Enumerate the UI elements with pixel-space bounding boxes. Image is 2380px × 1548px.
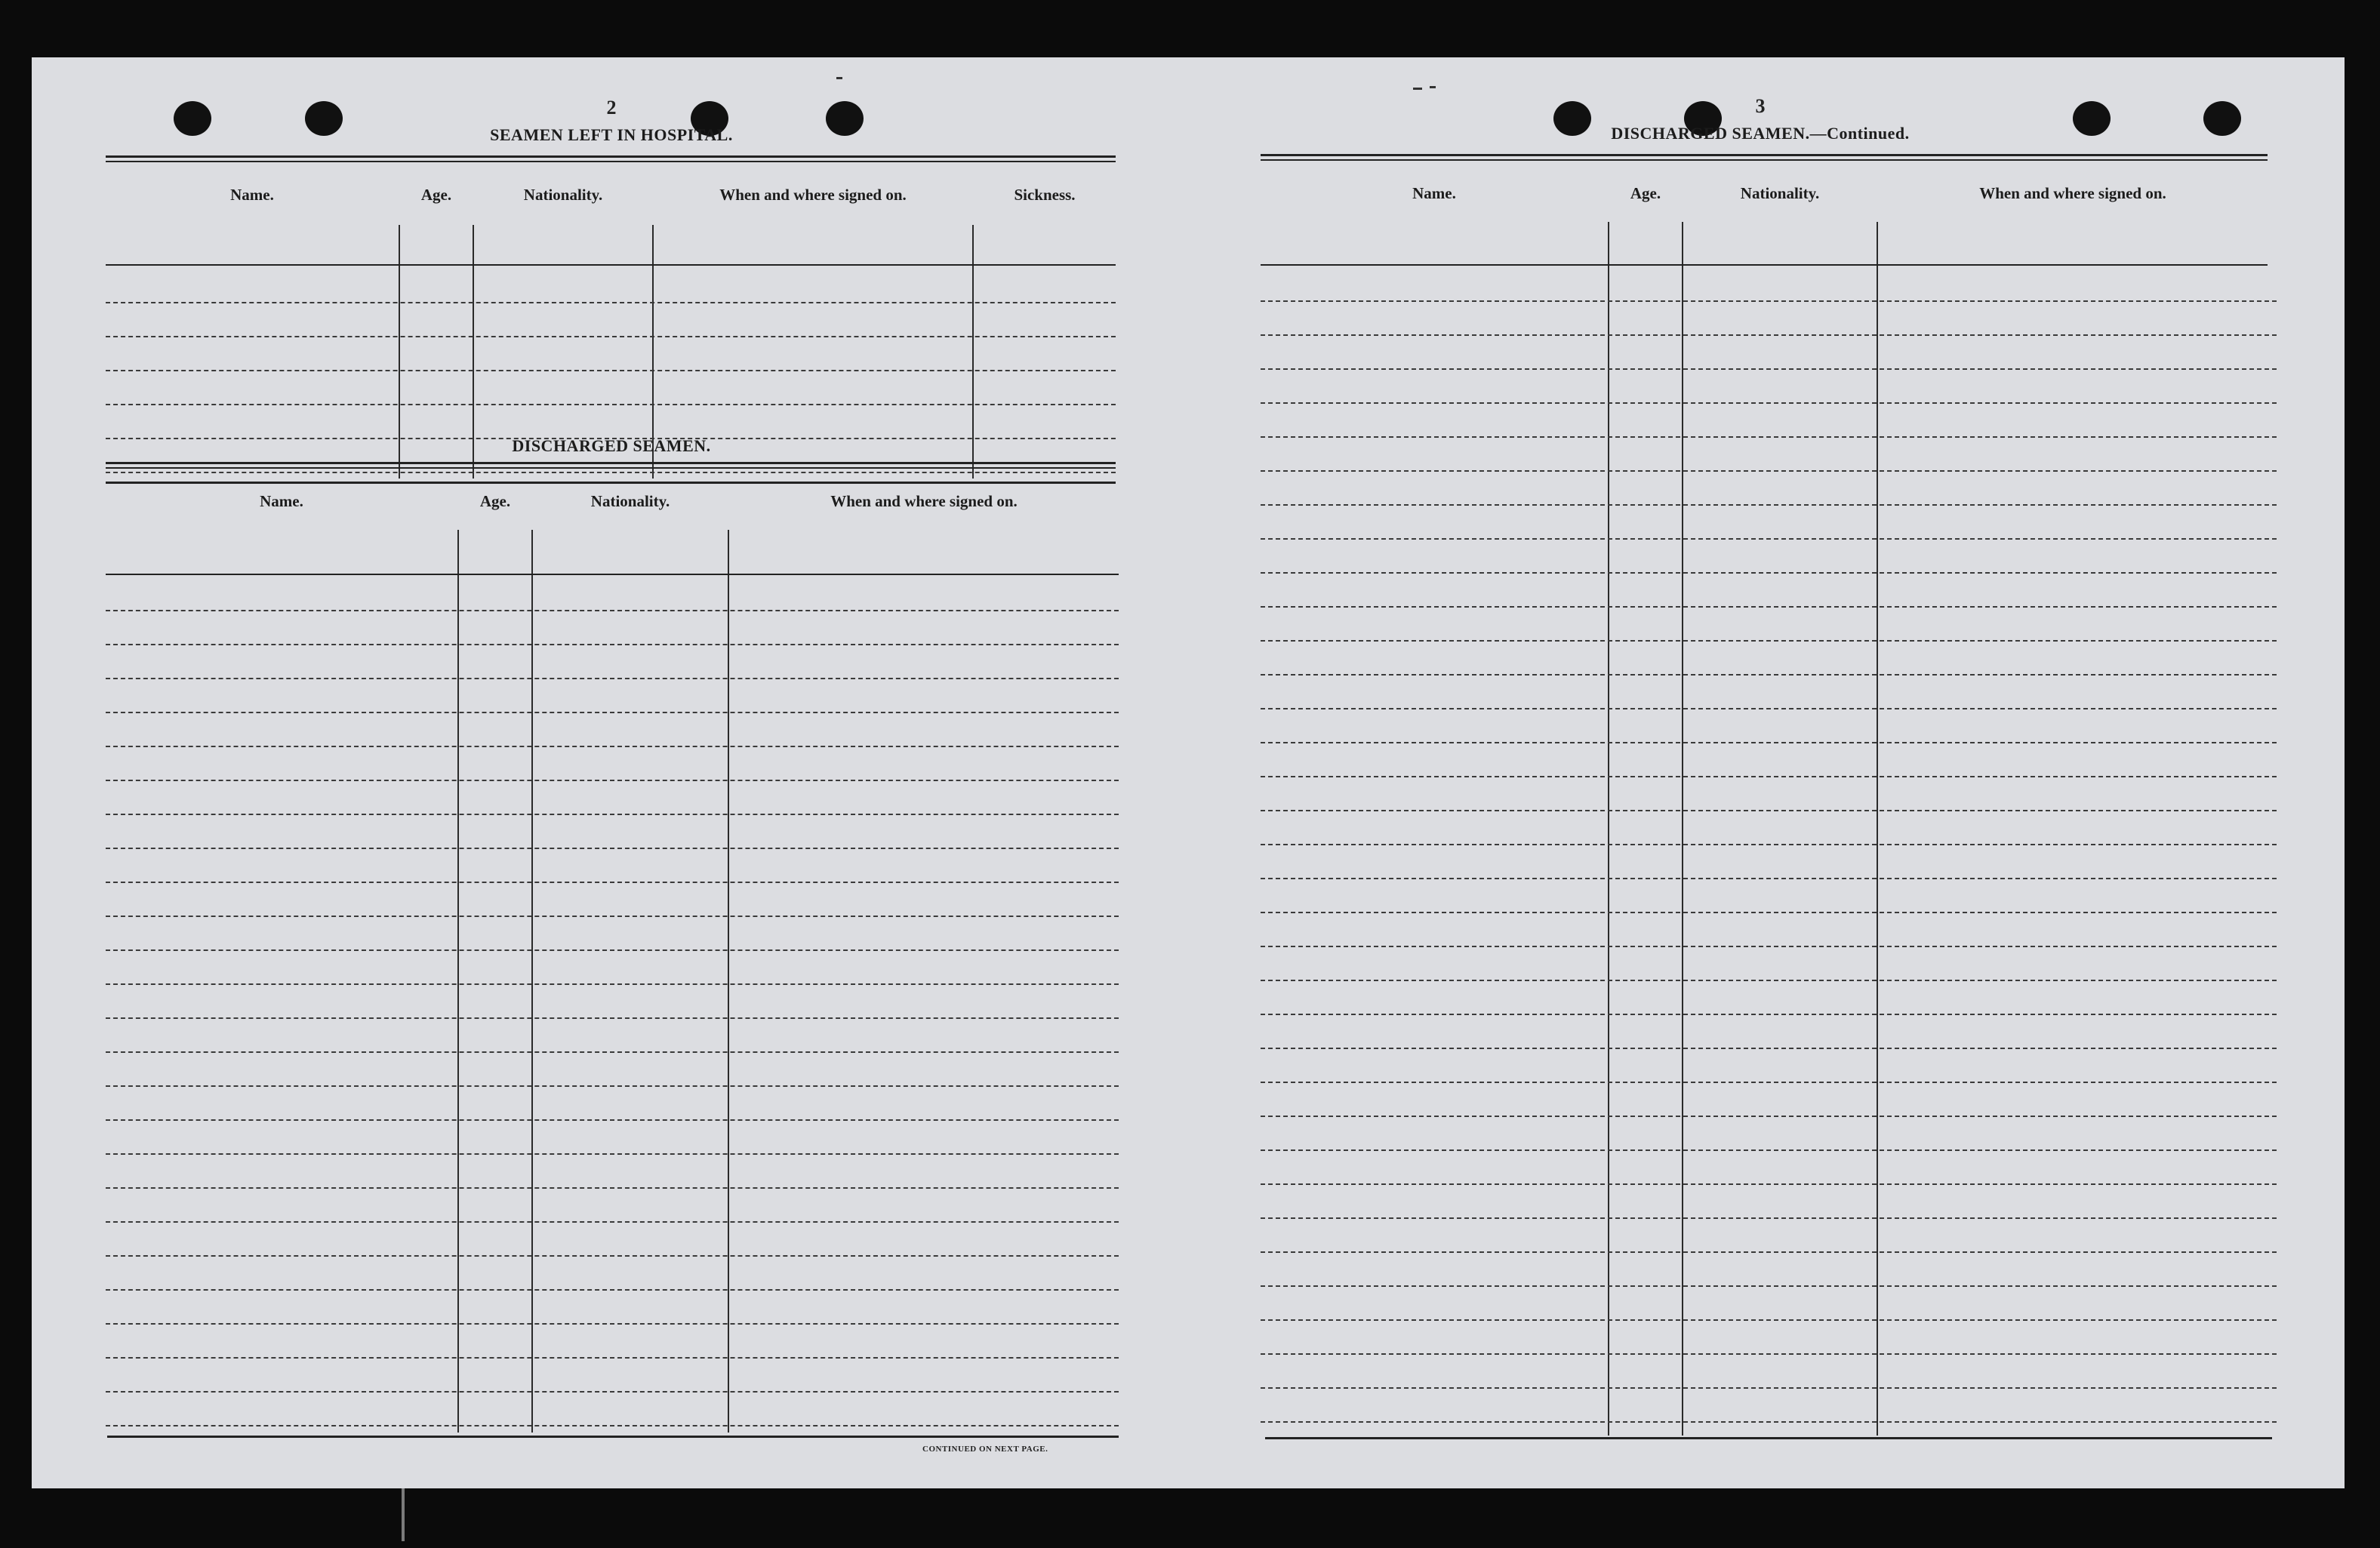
ruled-row-line (1261, 470, 2277, 472)
right-top-rule (1261, 154, 2268, 156)
page-crease-mark (402, 1488, 405, 1541)
ruled-row-line (106, 678, 1119, 679)
ruled-row-line (106, 1187, 1119, 1189)
ruled-row-line (1261, 334, 2277, 336)
hospital-col-age-header: Age. (420, 186, 452, 204)
column-divider (1877, 222, 1878, 1436)
ruled-row-line (1261, 368, 2277, 370)
hospital-col-name-header: Name. (230, 186, 274, 204)
hospital-header-underline (106, 264, 1116, 266)
ruled-row-line (1261, 776, 2277, 777)
discharged-bottom-rule-right (1265, 1437, 2272, 1439)
ruled-row-line (1261, 1217, 2277, 1219)
punch-hole (826, 101, 864, 136)
ruled-row-line (1261, 402, 2277, 404)
ruled-row-line (106, 1323, 1119, 1325)
ruled-row-line (1261, 878, 2277, 879)
ruled-row-line (1261, 844, 2277, 845)
ruled-row-line (1261, 1285, 2277, 1287)
ruled-row-line (1261, 980, 2277, 981)
ruled-row-line (1261, 1082, 2277, 1083)
ruled-row-line (1261, 1421, 2277, 1423)
column-divider (399, 225, 400, 479)
right-col-signed-on-header: When and where signed on. (1979, 184, 2166, 202)
punch-hole (2073, 101, 2111, 136)
discharged-bottom-rule-left (107, 1436, 1119, 1438)
ruled-row-line (106, 1119, 1119, 1121)
ruled-row-line (106, 882, 1119, 883)
ruled-row-line (1261, 1387, 2277, 1389)
ruled-row-line (1261, 640, 2277, 642)
ruled-row-line (106, 1425, 1119, 1426)
right-top-rule-2 (1261, 159, 2268, 161)
ruled-row-line (106, 1289, 1119, 1291)
ruled-row-line (106, 1017, 1119, 1019)
ruled-row-line (106, 746, 1119, 747)
punch-hole (305, 101, 343, 136)
ruled-row-line (106, 916, 1119, 917)
ruled-row-line (106, 404, 1116, 405)
ruled-row-line (106, 370, 1116, 371)
ruled-row-line (106, 1391, 1119, 1393)
page-number-left: 2 (606, 97, 617, 118)
column-divider (473, 225, 474, 479)
ruled-row-line (106, 302, 1116, 303)
ruled-row-line (1261, 538, 2277, 540)
discharged-col-name-header: Name. (260, 492, 303, 510)
ruled-row-line (106, 644, 1119, 645)
ruled-row-line (1261, 946, 2277, 947)
punch-hole (1553, 101, 1591, 136)
ruled-row-line (1261, 606, 2277, 608)
discharged-top-rule (106, 462, 1116, 464)
ruled-row-line (106, 949, 1119, 951)
discharged-section-title: DISCHARGED SEAMEN. (512, 436, 711, 455)
ruled-row-line (106, 983, 1119, 985)
discharged-continued-title: DISCHARGED SEAMEN.—Continued. (1611, 124, 1910, 143)
column-divider (1682, 222, 1683, 1436)
ruled-row-line (1261, 742, 2277, 743)
ruled-row-line (106, 610, 1119, 611)
ruled-row-line (106, 336, 1116, 337)
right-header-underline (1261, 264, 2268, 266)
discharged-top-rule-2 (106, 467, 1116, 469)
column-divider (1608, 222, 1609, 1436)
ruled-row-line (1261, 1014, 2277, 1015)
ruled-row-line (1261, 1251, 2277, 1253)
discharged-col-age-header: Age. (479, 492, 511, 510)
discharged-col-signed-on-header: When and where signed on. (830, 492, 1018, 510)
hospital-top-rule-2 (106, 161, 1116, 162)
column-divider (531, 530, 533, 1433)
ruled-row-line (106, 780, 1119, 781)
right-col-age-header: Age. (1630, 184, 1661, 202)
ruled-row-line (1261, 1048, 2277, 1049)
ruled-row-line (106, 1221, 1119, 1223)
form-sheet (32, 57, 2345, 1488)
hospital-col-sickness-header: Sickness. (1014, 186, 1076, 204)
column-divider (972, 225, 974, 479)
discharged-table-left (106, 469, 1119, 1451)
page-number-right: 3 (1755, 95, 1766, 117)
ruled-row-line (1261, 1183, 2277, 1185)
stray-mark (1413, 88, 1422, 90)
ruled-row-line (1261, 708, 2277, 709)
stray-mark (836, 77, 842, 79)
discharged-table-right (1261, 162, 2277, 1452)
hospital-section-title: SEAMEN LEFT IN HOSPITAL. (490, 125, 733, 144)
ruled-row-line (106, 1357, 1119, 1359)
hospital-top-rule (106, 155, 1116, 158)
punch-hole (174, 101, 211, 136)
continued-footer: CONTINUED ON NEXT PAGE. (922, 1445, 1048, 1454)
hospital-col-signed-on-header: When and where signed on. (719, 186, 907, 204)
hospital-col-nationality-header: Nationality. (523, 186, 603, 204)
ruled-row-line (106, 712, 1119, 713)
ruled-row-line (1261, 810, 2277, 811)
ruled-row-line (1261, 1319, 2277, 1321)
discharged-col-nationality-header: Nationality. (590, 492, 670, 510)
punch-hole (2203, 101, 2241, 136)
ruled-row-line (1261, 912, 2277, 913)
ruled-row-line (1261, 572, 2277, 574)
ruled-row-line (106, 1153, 1119, 1155)
stray-mark (1430, 86, 1436, 88)
ruled-row-line (106, 848, 1119, 849)
ruled-row-line (1261, 436, 2277, 438)
discharged-header-underline (106, 574, 1119, 575)
ruled-row-line (1261, 674, 2277, 676)
ruled-row-line (106, 1085, 1119, 1087)
ruled-row-line (1261, 1353, 2277, 1355)
right-col-name-header: Name. (1412, 184, 1456, 202)
ruled-row-line (1261, 504, 2277, 506)
ruled-row-line (106, 1051, 1119, 1053)
ruled-row-line (106, 1255, 1119, 1257)
ruled-row-line (1261, 300, 2277, 302)
ruled-row-line (1261, 1116, 2277, 1117)
column-divider (728, 530, 729, 1433)
right-col-nationality-header: Nationality. (1740, 184, 1820, 202)
ruled-row-line (1261, 1149, 2277, 1151)
ruled-row-line (106, 814, 1119, 815)
hospital-table (106, 163, 1116, 480)
column-divider (457, 530, 459, 1433)
